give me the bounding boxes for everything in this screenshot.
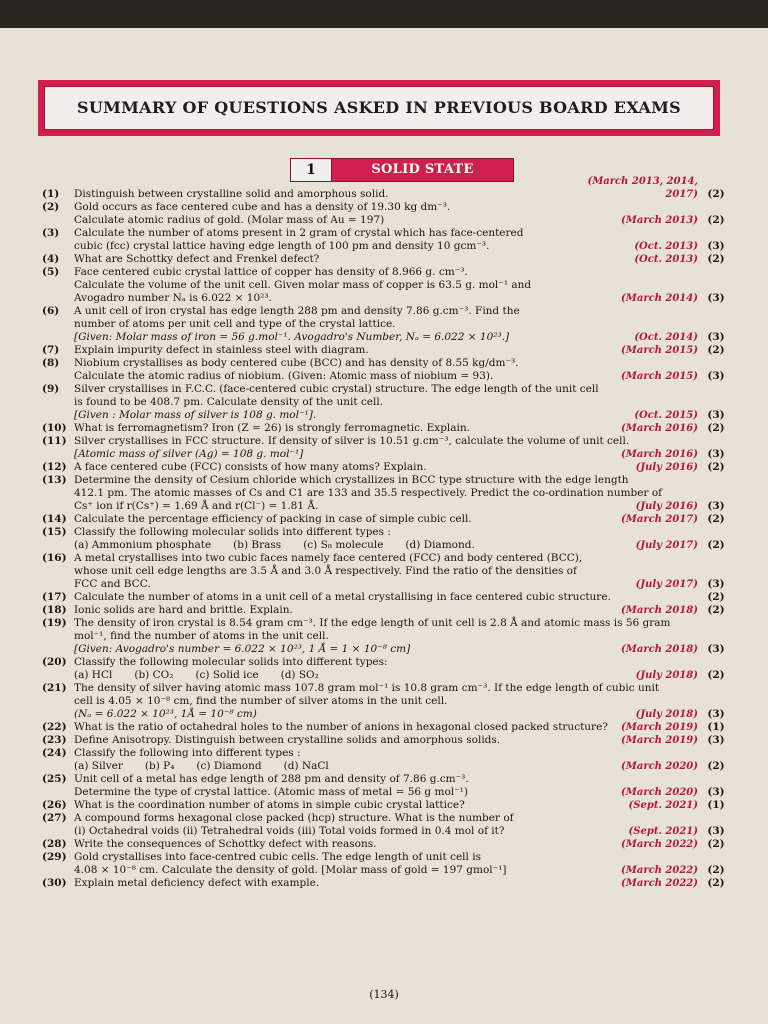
exam-date: (July 2017) — [635, 579, 698, 590]
question-number: (24) — [42, 747, 67, 759]
marks: (2) — [707, 253, 725, 265]
question-item — [28, 435, 728, 461]
exam-date: (March 2019) — [621, 735, 698, 746]
exam-date: (March 2015) — [621, 371, 698, 382]
question-item — [28, 383, 728, 422]
option: (b) CO₂ — [134, 669, 174, 681]
question-text-line: The density of iron crystal is 8.54 gram cm⁻³. If the edge length of unit cell is 2.8 Å and atomic mass is 56 gram — [74, 617, 671, 629]
question-number: (11) — [42, 435, 67, 447]
question-item — [28, 305, 728, 344]
question-text-line: is found to be 408.7 pm. Calculate density of the unit cell. — [74, 396, 384, 408]
chapter-heading — [290, 158, 514, 182]
question-text-line: Calculate the number of atoms present in 2 gram of crystal which has face-centered — [74, 227, 524, 239]
marks: (3) — [707, 331, 725, 343]
question-text-line: Calculate atomic radius of gold. (Molar mass of Au = 197) — [74, 214, 385, 226]
question-text-line: A metal crystallises into two cubic faces namely face centered (FCC) and body centered (BCC), — [74, 552, 583, 564]
chapter-title: SOLID STATE — [371, 162, 474, 177]
exam-date: (March 2020) — [621, 761, 698, 772]
marks: (3) — [707, 578, 725, 590]
marks: (3) — [707, 292, 725, 304]
question-options — [74, 669, 558, 682]
exam-date: (July 2016) — [635, 462, 698, 473]
question-text-line: Determine the density of Cesium chloride which crystallizes in BCC type structure with the edge length — [74, 474, 629, 486]
marks: (3) — [707, 734, 725, 746]
marks: (2) — [707, 591, 725, 603]
question-item — [28, 176, 728, 201]
exam-date: (March 2022) — [621, 839, 698, 850]
question-text-line: The density of silver having atomic mass 107.8 gram mol⁻¹ is 10.8 gram cm⁻³. If the edge length of cubic unit — [74, 682, 660, 694]
chapter-number: 1 — [291, 159, 332, 181]
exam-date: (March 2016) — [621, 449, 698, 460]
option: (c) Diamond — [196, 760, 262, 772]
question-text-line: Calculate the atomic radius of niobium. (Given: Atomic mass of niobium = 93). — [74, 370, 494, 382]
question-item — [28, 877, 728, 890]
exam-date: (Sept. 2021) — [628, 826, 698, 837]
question-text-line: number of atoms per unit cell and type of the crystal lattice. — [74, 318, 396, 330]
question-number: (30) — [42, 877, 67, 889]
question-item — [28, 526, 728, 552]
question-text-line: Classify the following molecular solids into different types: — [74, 656, 388, 668]
marks: (2) — [707, 513, 725, 525]
question-number: (4) — [42, 253, 60, 265]
question-text-line: 4.08 × 10⁻⁸ cm. Calculate the density of gold. [Molar mass of gold = 197 gmol⁻¹] — [74, 864, 507, 876]
exam-date: (March 2016) — [621, 423, 698, 434]
question-number: (14) — [42, 513, 67, 525]
question-number: (6) — [42, 305, 60, 317]
question-item — [28, 812, 728, 838]
question-text-line: 412.1 pm. The atomic masses of Cs and C1 are 133 and 35.5 respectively. Predict the co-ordination number of — [74, 487, 663, 499]
option: (a) Silver — [74, 760, 123, 772]
question-text-line: Gold crystallises into face-centred cubic cells. The edge length of unit cell is — [74, 851, 481, 863]
question-text-line: Explain metal deficiency defect with example. — [74, 877, 320, 889]
question-text-line: Classify the following molecular solids into different types : — [74, 526, 391, 538]
marks: (2) — [707, 344, 725, 356]
question-item — [28, 617, 728, 656]
exam-date: (March 2013, 2014, 2017) — [587, 176, 698, 200]
exam-date: (Oct. 2014) — [634, 332, 698, 343]
question-item — [28, 747, 728, 773]
question-text-line: Face centered cubic crystal lattice of copper has density of 8.966 g. cm⁻³. — [74, 266, 468, 278]
marks: (2) — [707, 877, 725, 889]
option: (d) SO₂ — [280, 669, 319, 681]
question-text-line: [Atomic mass of silver (Ag) = 108 g. mol⁻¹] — [74, 448, 304, 460]
marks: (3) — [707, 643, 725, 655]
question-text-line: Calculate the number of atoms in a unit cell of a metal crystallising in face centered cubic structure. — [74, 591, 611, 603]
question-item — [28, 721, 728, 734]
option: (a) HCl — [74, 669, 113, 681]
marks: (3) — [707, 786, 725, 798]
question-number: (13) — [42, 474, 67, 486]
marks: (2) — [707, 461, 725, 473]
question-number: (16) — [42, 552, 67, 564]
marks: (3) — [707, 448, 725, 460]
question-item — [28, 227, 728, 253]
question-item — [28, 357, 728, 383]
question-text-line: (Nₐ = 6.022 × 10²³, 1Å = 10⁻⁸ cm) — [74, 708, 257, 720]
question-number: (8) — [42, 357, 60, 369]
exam-date: (July 2017) — [635, 540, 698, 551]
marks: (2) — [707, 669, 725, 681]
question-number: (19) — [42, 617, 67, 629]
marks: (2) — [707, 214, 725, 226]
question-text-line: Silver crystallises in F.C.C. (face-centered cubic crystal) structure. The edge length of the unit cell — [74, 383, 599, 395]
question-text-line: Calculate the volume of the unit cell. Given molar mass of copper is 63.5 g. mol⁻¹ and — [74, 279, 532, 291]
marks: (1) — [707, 799, 725, 811]
question-number: (15) — [42, 526, 67, 538]
marks: (2) — [707, 422, 725, 434]
question-number: (26) — [42, 799, 67, 811]
question-number: (7) — [42, 344, 60, 356]
exam-date: (March 2018) — [621, 605, 698, 616]
exam-date: (March 2019) — [621, 722, 698, 733]
question-number: (28) — [42, 838, 67, 850]
option: (d) NaCl — [283, 760, 329, 772]
question-number: (9) — [42, 383, 60, 395]
question-item — [28, 656, 728, 682]
question-text-line: FCC and BCC. — [74, 578, 151, 590]
question-number: (2) — [42, 201, 60, 213]
question-text-line: Avogadro number Nₐ is 6.022 × 10²³. — [74, 292, 272, 304]
question-text-line: [Given: Avogadro's number = 6.022 × 10²³, 1 Å = 1 × 10⁻⁸ cm] — [74, 643, 411, 655]
marks: (2) — [707, 604, 725, 616]
question-text-line: Ionic solids are hard and brittle. Explain. — [74, 604, 293, 616]
question-number: (27) — [42, 812, 67, 824]
question-number: (3) — [42, 227, 60, 239]
question-text-line: Unit cell of a metal has edge length of 288 pm and density of 7.86 g.cm⁻³. — [74, 773, 469, 785]
exam-date: (Oct. 2015) — [634, 410, 698, 421]
question-item — [28, 591, 728, 604]
question-item — [28, 773, 728, 799]
question-text-line: mol⁻¹, find the number of atoms in the unit cell. — [74, 630, 329, 642]
question-number: (1) — [42, 188, 60, 200]
marks: (3) — [707, 825, 725, 837]
question-text-line: What is the coordination number of atoms in simple cubic crystal lattice? — [74, 799, 465, 811]
question-number: (18) — [42, 604, 67, 616]
question-text-line: Determine the type of crystal lattice. (Atomic mass of metal = 56 g mol⁻¹) — [74, 786, 468, 798]
option: (b) Brass — [233, 539, 282, 551]
question-item — [28, 201, 728, 227]
question-text-line: Silver crystallises in FCC structure. If density of silver is 10.51 g.cm⁻³, calculate the volume of unit cell. — [74, 435, 630, 447]
question-item — [28, 422, 728, 435]
question-item — [28, 552, 728, 591]
marks: (1) — [707, 721, 725, 733]
exam-date: (March 2014) — [621, 293, 698, 304]
question-item — [28, 851, 728, 877]
marks: (3) — [707, 409, 725, 421]
question-item — [28, 253, 728, 266]
marks: (2) — [707, 188, 725, 200]
exam-date: (March 2018) — [621, 644, 698, 655]
question-text-line: [Given : Molar mass of silver is 108 g. mol⁻¹]. — [74, 409, 317, 421]
exam-date: (Oct. 2013) — [634, 241, 698, 252]
banner-title: SUMMARY OF QUESTIONS ASKED IN PREVIOUS BOARD EXAMS — [44, 86, 714, 130]
question-text-line: What is the ratio of octahedral holes to the number of anions in hexagonal closed packed structure? — [74, 721, 608, 733]
page-number: (134) — [369, 988, 399, 1001]
exam-date: (Oct. 2013) — [634, 254, 698, 265]
marks: (2) — [707, 539, 725, 551]
question-item — [28, 513, 728, 526]
exam-date: (March 2020) — [621, 787, 698, 798]
question-text-line: cell is 4.05 × 10⁻⁸ cm, find the number of silver atoms in the unit cell. — [74, 695, 448, 707]
marks: (2) — [707, 864, 725, 876]
question-text-line: Explain impurity defect in stainless steel with diagram. — [74, 344, 369, 356]
exam-date: (Sept. 2021) — [628, 800, 698, 811]
option: (c) Solid ice — [195, 669, 259, 681]
question-number: (23) — [42, 734, 67, 746]
question-item — [28, 838, 728, 851]
question-text-line: What is ferromagnetism? Iron (Z = 26) is strongly ferromagnetic. Explain. — [74, 422, 471, 434]
question-text-line: Calculate the percentage efficiency of packing in case of simple cubic cell. — [74, 513, 472, 525]
question-item — [28, 461, 728, 474]
question-list — [28, 176, 728, 890]
question-item — [28, 734, 728, 747]
exam-date: (July 2018) — [635, 709, 698, 720]
marks: (3) — [707, 500, 725, 512]
question-text-line: A face centered cube (FCC) consists of how many atoms? Explain. — [74, 461, 427, 473]
question-number: (10) — [42, 422, 67, 434]
question-text-line: whose unit cell edge lengths are 3.5 Å and 3.0 Å respectively. Find the ratio of the densities of — [74, 565, 577, 577]
question-text-line: Niobium crystallises as body centered cube (BCC) and has density of 8.55 kg/dm⁻³. — [74, 357, 519, 369]
question-item — [28, 474, 728, 513]
question-text-line: Gold occurs as face centered cube and has a density of 19.30 kg dm⁻³. — [74, 201, 451, 213]
question-item — [28, 682, 728, 721]
exam-date: (March 2015) — [621, 345, 698, 356]
question-text-line: [Given: Molar mass of iron = 56 g.mol⁻¹. Avogadro's Number, Nₐ = 6.022 × 10²³.] — [74, 331, 510, 343]
question-options — [74, 760, 558, 773]
question-text-line: Classify the following into different types : — [74, 747, 301, 759]
exam-date: (March 2022) — [621, 865, 698, 876]
question-options — [74, 539, 558, 552]
question-number: (5) — [42, 266, 60, 278]
marks: (2) — [707, 760, 725, 772]
marks: (2) — [707, 838, 725, 850]
option: (d) Diamond. — [405, 539, 475, 551]
question-number: (29) — [42, 851, 67, 863]
question-text-line: A unit cell of iron crystal has edge length 288 pm and density 7.86 g.cm⁻³. Find the — [74, 305, 520, 317]
book-page — [0, 28, 768, 1024]
question-item — [28, 344, 728, 357]
exam-date: (July 2016) — [635, 501, 698, 512]
question-text-line: A compound forms hexagonal close packed (hcp) structure. What is the number of — [74, 812, 514, 824]
question-text-line: Distinguish between crystalline solid and amorphous solid. — [74, 188, 389, 200]
exam-date: (July 2018) — [635, 670, 698, 681]
option: (a) Ammonium phosphate — [74, 539, 212, 551]
exam-date: (March 2013) — [621, 215, 698, 226]
question-text-line: cubic (fcc) crystal lattice having edge length of 100 pm and density 10 gcm⁻³. — [74, 240, 490, 252]
question-text-line: What are Schottky defect and Frenkel defect? — [74, 253, 320, 265]
option: (b) P₄ — [144, 760, 175, 772]
marks: (3) — [707, 240, 725, 252]
question-text-line: Cs⁺ ion if r(Cs⁺) = 1.69 Å and r(Cl⁻) = 1.81 Å. — [74, 500, 319, 512]
question-text-line: Define Anisotropy. Distinguish between crystalline solids and amorphous solids. — [74, 734, 501, 746]
question-number: (17) — [42, 591, 67, 603]
question-text-line: Write the consequences of Schottky defect with reasons. — [74, 838, 377, 850]
summary-banner — [38, 80, 720, 136]
question-number: (12) — [42, 461, 67, 473]
question-item — [28, 604, 728, 617]
question-number: (21) — [42, 682, 67, 694]
exam-date: (March 2017) — [621, 514, 698, 525]
question-item — [28, 799, 728, 812]
question-number: (20) — [42, 656, 67, 668]
exam-date: (March 2022) — [621, 878, 698, 889]
question-number: (22) — [42, 721, 67, 733]
question-number: (25) — [42, 773, 67, 785]
question-item — [28, 266, 728, 305]
option: (c) S₈ molecule — [303, 539, 384, 551]
marks: (3) — [707, 370, 725, 382]
marks: (3) — [707, 708, 725, 720]
question-text-line: (i) Octahedral voids (ii) Tetrahedral voids (iii) Total voids formed in 0.4 mol of it? — [74, 825, 505, 837]
